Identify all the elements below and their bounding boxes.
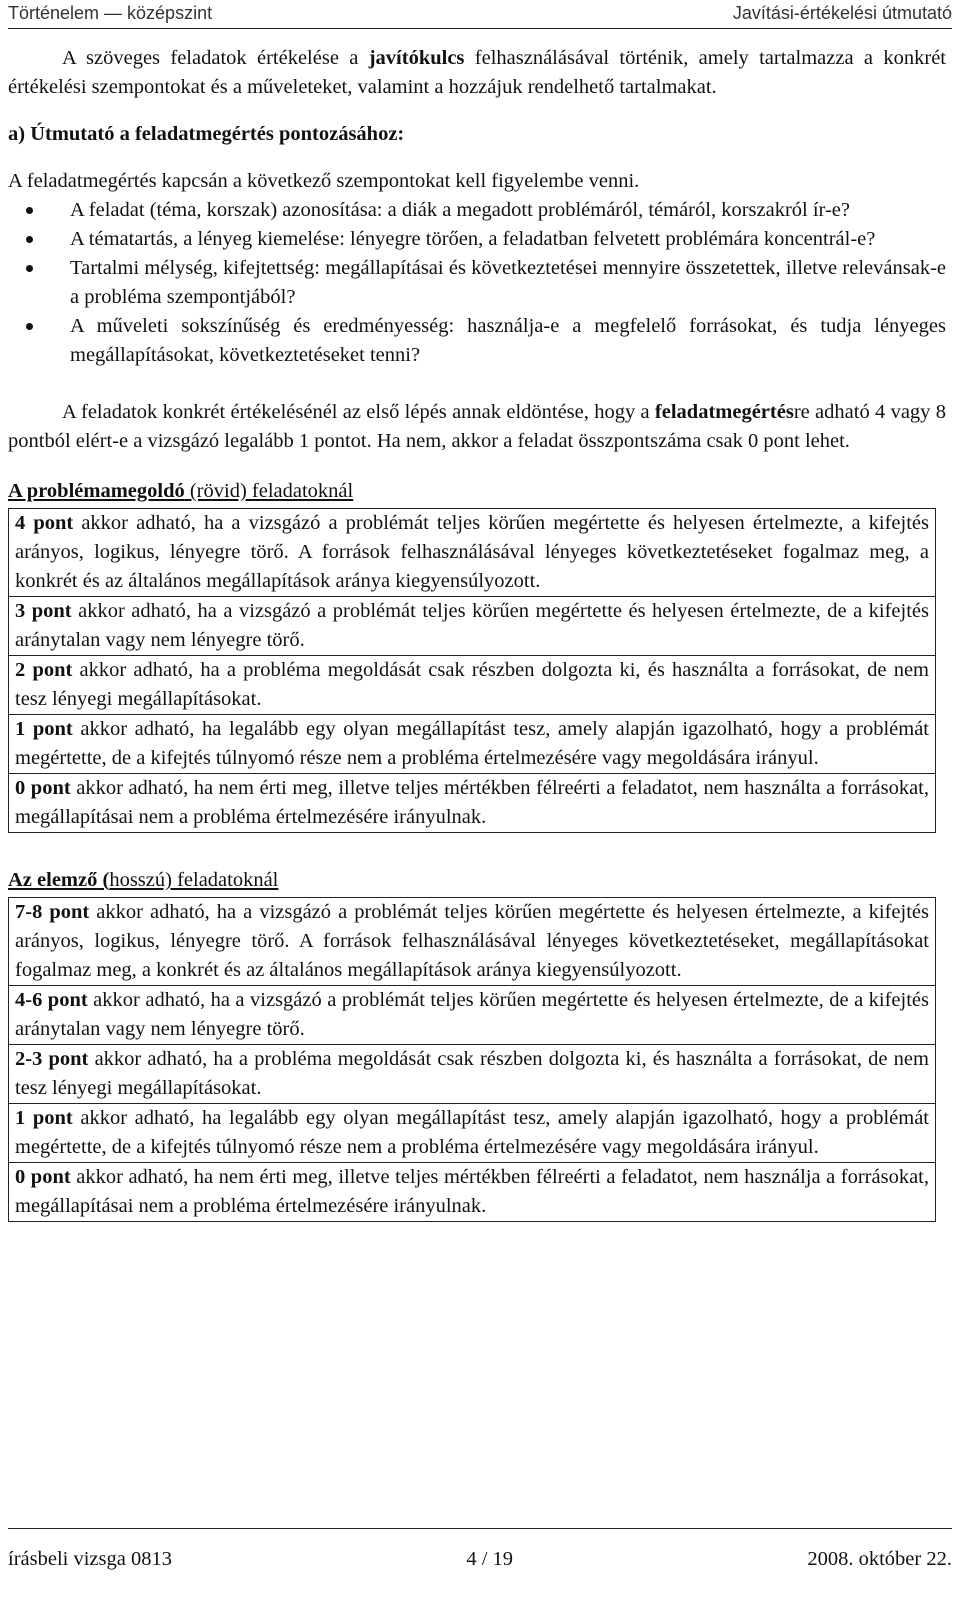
criteria-text: A feladat (téma, korszak) azonosítása: a diák a megadott problémáról, témáról, korszakról ír-e?: [70, 199, 850, 221]
points-label: 1 pont: [15, 718, 73, 740]
rubric-text: akkor adható, ha nem érti meg, illetve teljes mértékben félreérti a feladatot, nem használta a forrásokat, megállapításai nem a probléma értelmezésére irányulnak.: [15, 777, 929, 828]
decision-text-a: A feladatok konkrét értékelésénél az első lépés annak eldöntése, hogy a: [62, 401, 655, 423]
rubric-cell: [9, 986, 936, 1045]
points-label: 4-6 pont: [15, 989, 88, 1011]
short-title-rest: (rövid) feladatoknál: [184, 480, 354, 502]
table-row: [9, 597, 936, 656]
bullet-icon: [26, 236, 33, 243]
bullet-icon: [26, 265, 33, 272]
criteria-item: [70, 196, 946, 225]
rubric-text: akkor adható, ha a vizsgázó a problémát teljes körűen megértette és helyesen értelmezte, de a kifejtés aránytalan vagy nem lényegre törő.: [15, 989, 929, 1040]
table-row: [9, 774, 936, 833]
header-rule: [8, 28, 952, 29]
decision-paragraph: [8, 398, 946, 456]
criteria-text: A műveleti sokszínűség és eredményesség: használja-e a megfelelő forrásokat, és tudja lényeges megállapításokat, következtetéseket tenni?: [70, 315, 946, 366]
table-row: [9, 715, 936, 774]
rubric-text: akkor adható, ha a probléma megoldását csak részben dolgozta ki, és használta a forrásokat, de nem tesz lényegi megállapításokat.: [15, 659, 929, 710]
bullet-icon: [26, 323, 33, 330]
rubric-text: akkor adható, ha a vizsgázó a problémát teljes körűen megértette és helyesen értelmezte, a kifejtés arányos, logikus, lényegre törő. A források felhasználásával lényeges következtetéseket fogalmaz meg, a konkrét és az általános megállapítások aránya kiegyensúlyozott.: [15, 512, 929, 592]
points-label: 2-3 pont: [15, 1048, 89, 1070]
points-label: 0 pont: [15, 1166, 71, 1188]
criteria-text: A tématartás, a lényeg kiemelése: lényegre törően, a feladatban felvetett problémára koncentrál-e?: [70, 228, 876, 250]
rubric-cell: [9, 774, 936, 833]
rubric-cell: [9, 1104, 936, 1163]
points-label: 2 pont: [15, 659, 73, 681]
criteria-lead: A feladatmegértés kapcsán a következő szempontokat kell figyelembe venni.: [8, 170, 640, 192]
points-label: 4 pont: [15, 512, 74, 534]
table-row: [9, 898, 936, 986]
decision-bold-term: feladatmegértés: [654, 401, 794, 423]
intro-bold-term: javítókulcs: [368, 47, 465, 69]
table-row: [9, 1104, 936, 1163]
table-row: [9, 656, 936, 715]
page-header: [0, 0, 960, 27]
intro-paragraph: [8, 44, 946, 102]
long-title-rest: hosszú) feladatoknál: [109, 869, 279, 891]
footer-exam-code: írásbeli vizsga 0813: [8, 1548, 172, 1570]
criteria-item: [70, 225, 946, 254]
rubric-cell: [9, 597, 936, 656]
decision-text-b: re adható 4 vagy 8 pontból elért-e a vizsgázó legalább 1 pontot. Ha nem, akkor a feladat összpontszáma csak 0 pont lehet.: [8, 401, 946, 452]
rubric-cell: [9, 1163, 936, 1222]
intro-text-b: felhasználásával történik, amely tartalmazza a konkrét értékelési szempontokat és a műveleteket, valamint a hozzájuk rendelhető tartalmakat.: [8, 47, 946, 98]
rubric-text: akkor adható, ha legalább egy olyan megállapítást tesz, amely alapján igazolható, hogy a problémát megértette, de a kifejtés túlnyomó része nem a probléma értelmezésére vagy megoldására irányul.: [15, 718, 929, 769]
short-title-bold: A problémamegoldó: [8, 480, 185, 502]
short-tasks-title: [8, 477, 946, 506]
rubric-text: akkor adható, ha a vizsgázó a problémát teljes körűen megértette és helyesen értelmezte, de a kifejtés aránytalan vagy nem lényegre törő.: [15, 600, 929, 651]
points-label: 0 pont: [15, 777, 71, 799]
rubric-cell: [9, 715, 936, 774]
footer-rule: [8, 1528, 952, 1529]
long-title-paren: (: [97, 869, 110, 891]
header-subject: Történelem — középszint: [8, 3, 213, 23]
rubric-text: akkor adható, ha nem érti meg, illetve teljes mértékben félreérti a feladatot, nem használja a forrásokat, megállapításai nem a probléma értelmezésére irányulnak.: [15, 1166, 929, 1217]
table-row: [9, 509, 936, 597]
rubric-text: akkor adható, ha a probléma megoldását csak részben dolgozta ki, és használta a forrásokat, de nem tesz lényegi megállapításokat.: [15, 1048, 929, 1099]
long-title-bold: Az elemző: [8, 869, 98, 891]
criteria-item: [70, 312, 946, 370]
rubric-cell: [9, 509, 936, 597]
header-doc-type: Javítási-értékelési útmutató: [732, 3, 952, 23]
table-row: [9, 986, 936, 1045]
long-tasks-title: [8, 866, 946, 895]
criteria-list: [8, 196, 946, 370]
rubric-cell: [9, 656, 936, 715]
rubric-text: akkor adható, ha legalább egy olyan megállapítást tesz, amely alapján igazolható, hogy a problémát megértette, de a kifejtés túlnyomó része nem a probléma értelmezésére vagy megoldására irányul.: [15, 1107, 929, 1158]
section-heading-a: a) Útmutató a feladatmegértés pontozásához:: [8, 123, 405, 145]
criteria-text: Tartalmi mélység, kifejtettség: megállapításai és következtetései mennyire összetettek, illetve relevánsak-e a probléma szempontjából?: [70, 257, 946, 308]
intro-text-a: A szöveges feladatok értékelése a: [62, 47, 369, 69]
rubric-text: akkor adható, ha a vizsgázó a problémát teljes körűen megértette és helyesen értelmezte, a kifejtés arányos, logikus, lényegre törő. A források felhasználásával lényeges következtetéseket, megállapításokat fogalmaz meg, a konkrét és az általános megállapítások aránya kiegyensúlyozott.: [15, 901, 929, 981]
rubric-cell: [9, 1045, 936, 1104]
table-row: [9, 1163, 936, 1222]
footer-date: 2008. október 22.: [807, 1548, 952, 1570]
long-tasks-rubric-table: [8, 897, 936, 1222]
points-label: 3 pont: [15, 600, 72, 622]
criteria-item: [70, 254, 946, 312]
page-content: [8, 44, 946, 1222]
page-footer: [8, 1545, 952, 1571]
footer-page-number: 4 / 19: [466, 1548, 514, 1570]
points-label: 1 pont: [15, 1107, 73, 1129]
points-label: 7-8 pont: [15, 901, 90, 923]
bullet-icon: [26, 207, 33, 214]
short-tasks-rubric-table: [8, 508, 936, 833]
table-row: [9, 1045, 936, 1104]
rubric-cell: [9, 898, 936, 986]
